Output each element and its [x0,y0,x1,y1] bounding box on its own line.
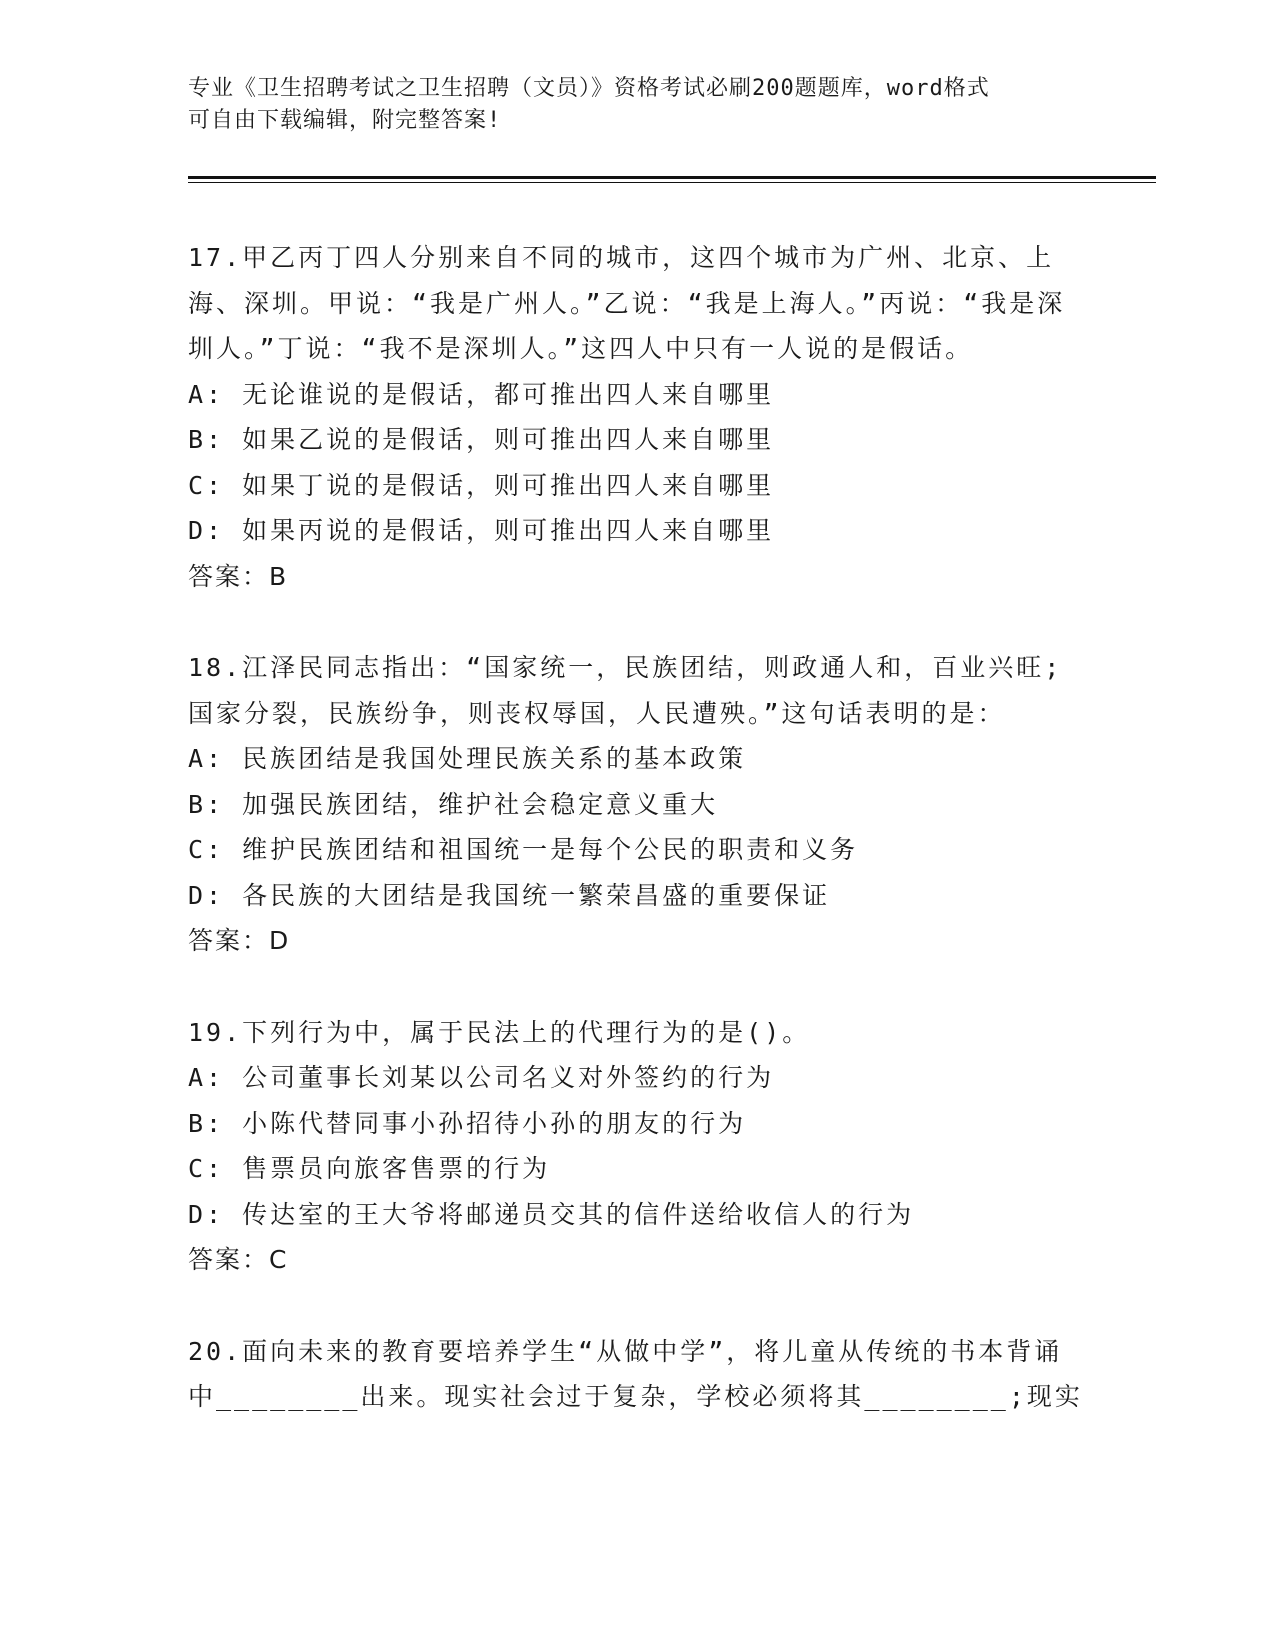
option-c: C: 如果丁说的是假话，则可推出四人来自哪里 [188,470,775,500]
option-b: B: 小陈代替同事小孙招待小孙的朋友的行为 [188,1108,747,1138]
option-d: D: 传达室的王大爷将邮递员交其的信件送给收信人的行为 [188,1199,915,1229]
option-a: A: 民族团结是我国处理民族关系的基本政策 [188,744,747,773]
option-d: D: 如果丙说的是假话，则可推出四人来自哪里 [188,516,775,545]
option-d: D: 各民族的大团结是我国统一繁荣昌盛的重要保证 [188,880,831,910]
option-b: B: 加强民族团结，维护社会稳定意义重大 [188,789,719,819]
question-20 [188,1329,1088,1420]
option-c: C: 维护民族团结和祖国统一是每个公民的职责和义务 [188,835,859,864]
header-line-2: 可自由下载编辑，附完整答案! [188,108,502,133]
question-list [188,235,1088,1466]
option-c: C: 售票员向旅客售票的行为 [188,1154,551,1183]
question-18 [188,645,1088,964]
option-a: A: 无论谁说的是假话，都可推出四人来自哪里 [188,379,775,409]
question-text: 18.江泽民同志指出：“国家统一，民族团结，则政通人和，百业兴旺;国家分裂，民族纷争，则丧权辱国，人民遭殃。”这句话表明的是： [188,653,1063,728]
question-text: 20.面向未来的教育要培养学生“从做中学”，将儿童从传统的书本背诵中________出来。现实社会过于复杂，学校必须将其________;现实 [188,1336,1083,1411]
header-line-1: 专业《卫生招聘考试之卫生招聘（文员）》资格考试必刷200题题库，word格式 [188,76,990,101]
question-17 [188,235,1088,599]
option-b: B: 如果乙说的是假话，则可推出四人来自哪里 [188,425,775,454]
answer-label: 答案：C [188,1245,289,1274]
question-19 [188,1010,1088,1283]
question-text: 19.下列行为中，属于民法上的代理行为的是()。 [188,1017,811,1047]
header-divider-thin [188,182,1156,183]
option-a: A: 公司董事长刘某以公司名义对外签约的行为 [188,1063,775,1092]
header-divider-thick [188,176,1156,179]
question-text: 17.甲乙丙丁四人分别来自不同的城市，这四个城市为广州、北京、上海、深圳。甲说：“我是广州人。”乙说：“我是上海人。”丙说：“我是深圳人。”丁说：“我不是深圳人。”这四人中只有一人说的是假话。 [188,243,1066,363]
document-header [188,73,1088,137]
answer-label: 答案：B [188,561,289,591]
answer-label: 答案：D [188,926,291,955]
